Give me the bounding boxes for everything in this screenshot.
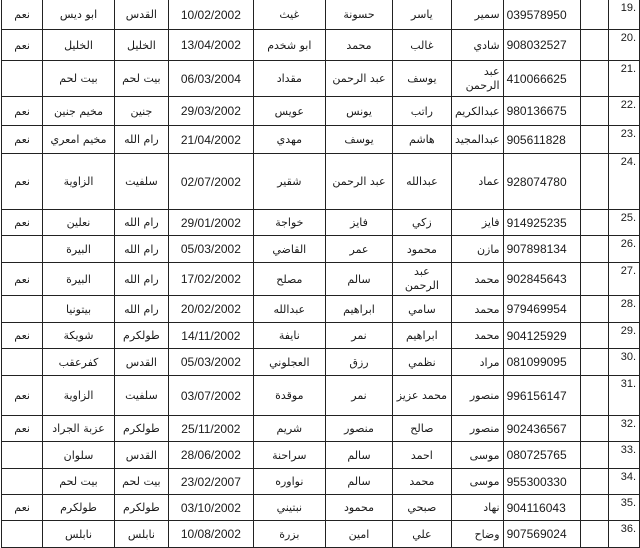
table-row: [2, 154, 640, 210]
cell-grandfather-name: سالم: [325, 469, 392, 495]
cell-confirmed: نعم: [2, 495, 43, 521]
cell-family-name: مهدي: [253, 126, 325, 154]
cell-confirmed: نعم: [2, 97, 43, 126]
cell-father-name: عبد الرحمن: [393, 263, 452, 296]
cell-blank: [581, 0, 608, 30]
cell-grandfather-name: عبد الرحمن: [325, 154, 392, 210]
cell-confirmed: نعم: [2, 323, 43, 349]
cell-confirmed: نعم: [2, 263, 43, 296]
cell-grandfather-name: محمود: [325, 495, 392, 521]
cell-governorate: رام الله: [114, 210, 168, 236]
table-row: [2, 236, 640, 263]
cell-locality: نعلين: [43, 210, 114, 236]
cell-first-name: سمير: [451, 0, 503, 30]
cell-grandfather-name: امين: [325, 521, 392, 548]
cell-id-number: 908032527: [503, 30, 581, 61]
cell-first-name: منصور: [451, 376, 503, 416]
cell-row-number: 19.: [608, 0, 639, 30]
cell-father-name: صبحي: [393, 495, 452, 521]
cell-governorate: طولكرم: [114, 323, 168, 349]
table-row: [2, 323, 640, 349]
cell-date: 21/04/2002: [169, 126, 254, 154]
cell-row-number: 26.: [608, 236, 639, 263]
cell-father-name: محمد: [393, 469, 452, 495]
table-row: [2, 416, 640, 442]
cell-family-name: نبتيني: [253, 495, 325, 521]
cell-confirmed: [2, 469, 43, 495]
cell-locality: مخيم امعري: [43, 126, 114, 154]
cell-confirmed: نعم: [2, 126, 43, 154]
cell-first-name: مراد: [451, 349, 503, 376]
cell-row-number: 29.: [608, 323, 639, 349]
cell-locality: شويكة: [43, 323, 114, 349]
cell-row-number: 32.: [608, 416, 639, 442]
cell-blank: [581, 495, 608, 521]
cell-father-name: ابراهيم: [393, 323, 452, 349]
cell-family-name: ابو شخدم: [253, 30, 325, 61]
cell-row-number: 34.: [608, 469, 639, 495]
cell-date: 03/07/2002: [169, 376, 254, 416]
cell-row-number: 24.: [608, 154, 639, 210]
martyrs-table: [1, 0, 640, 548]
cell-first-name: مازن: [451, 236, 503, 263]
cell-family-name: شقير: [253, 154, 325, 210]
cell-grandfather-name: ابراهيم: [325, 296, 392, 323]
cell-family-name: عويس: [253, 97, 325, 126]
cell-grandfather-name: عمر: [325, 236, 392, 263]
cell-row-number: 36.: [608, 521, 639, 548]
cell-grandfather-name: منصور: [325, 416, 392, 442]
cell-blank: [581, 263, 608, 296]
cell-id-number: 904125929: [503, 323, 581, 349]
cell-confirmed: [2, 61, 43, 97]
cell-blank: [581, 210, 608, 236]
cell-blank: [581, 296, 608, 323]
cell-grandfather-name: يوسف: [325, 126, 392, 154]
cell-locality: الخليل: [43, 30, 114, 61]
cell-row-number: 27.: [608, 263, 639, 296]
cell-blank: [581, 469, 608, 495]
cell-family-name: القاضي: [253, 236, 325, 263]
cell-governorate: القدس: [114, 0, 168, 30]
cell-family-name: سراحنة: [253, 442, 325, 469]
cell-locality: البيرة: [43, 236, 114, 263]
cell-date: 29/01/2002: [169, 210, 254, 236]
cell-date: 20/02/2002: [169, 296, 254, 323]
cell-first-name: عبد الرحمن: [451, 61, 503, 97]
cell-grandfather-name: يونس: [325, 97, 392, 126]
cell-date: 05/03/2002: [169, 236, 254, 263]
cell-family-name: العجلوني: [253, 349, 325, 376]
cell-id-number: 914925235: [503, 210, 581, 236]
cell-grandfather-name: رزق: [325, 349, 392, 376]
table-row: [2, 469, 640, 495]
cell-family-name: مصلح: [253, 263, 325, 296]
cell-row-number: 30.: [608, 349, 639, 376]
cell-governorate: سلفيت: [114, 154, 168, 210]
cell-date: 17/02/2002: [169, 263, 254, 296]
cell-confirmed: نعم: [2, 154, 43, 210]
cell-governorate: رام الله: [114, 263, 168, 296]
cell-locality: بيت لحم: [43, 61, 114, 97]
cell-father-name: هاشم: [393, 126, 452, 154]
cell-governorate: نابلس: [114, 521, 168, 548]
table-row: [2, 263, 640, 296]
cell-family-name: خواجة: [253, 210, 325, 236]
cell-locality: نابلس: [43, 521, 114, 548]
cell-grandfather-name: عبد الرحمن: [325, 61, 392, 97]
cell-locality: البيرة: [43, 263, 114, 296]
cell-confirmed: [2, 349, 43, 376]
cell-confirmed: نعم: [2, 210, 43, 236]
cell-father-name: محمود: [393, 236, 452, 263]
cell-family-name: عبدالله: [253, 296, 325, 323]
cell-governorate: رام الله: [114, 126, 168, 154]
cell-date: 23/02/2007: [169, 469, 254, 495]
cell-grandfather-name: حسونة: [325, 0, 392, 30]
cell-first-name: وضاح: [451, 521, 503, 548]
cell-first-name: عبدالمجيد: [451, 126, 503, 154]
cell-date: 10/02/2002: [169, 0, 254, 30]
table-row: [2, 0, 640, 30]
cell-father-name: راتب: [393, 97, 452, 126]
cell-father-name: سامي: [393, 296, 452, 323]
cell-first-name: محمد: [451, 296, 503, 323]
cell-id-number: 039578950: [503, 0, 581, 30]
cell-first-name: محمد: [451, 263, 503, 296]
table-row: [2, 495, 640, 521]
cell-grandfather-name: نمر: [325, 376, 392, 416]
cell-family-name: بزرة: [253, 521, 325, 548]
cell-father-name: يوسف: [393, 61, 452, 97]
cell-family-name: نايفة: [253, 323, 325, 349]
cell-blank: [581, 323, 608, 349]
cell-confirmed: نعم: [2, 0, 43, 30]
cell-confirmed: [2, 236, 43, 263]
cell-locality: عزبة الجراد: [43, 416, 114, 442]
cell-date: 13/04/2002: [169, 30, 254, 61]
cell-family-name: شريم: [253, 416, 325, 442]
cell-blank: [581, 521, 608, 548]
table-row: [2, 210, 640, 236]
cell-father-name: غالب: [393, 30, 452, 61]
cell-grandfather-name: سالم: [325, 442, 392, 469]
cell-blank: [581, 61, 608, 97]
cell-governorate: القدس: [114, 442, 168, 469]
cell-date: 10/08/2002: [169, 521, 254, 548]
table-row: [2, 442, 640, 469]
cell-date: 25/11/2002: [169, 416, 254, 442]
cell-confirmed: [2, 296, 43, 323]
cell-confirmed: نعم: [2, 376, 43, 416]
table-body: [2, 0, 640, 548]
cell-father-name: علي: [393, 521, 452, 548]
cell-father-name: نظمي: [393, 349, 452, 376]
cell-id-number: 907569024: [503, 521, 581, 548]
cell-id-number: 904116043: [503, 495, 581, 521]
table-row: [2, 61, 640, 97]
cell-id-number: 905611828: [503, 126, 581, 154]
cell-date: 28/06/2002: [169, 442, 254, 469]
cell-locality: بيتونيا: [43, 296, 114, 323]
cell-grandfather-name: سالم: [325, 263, 392, 296]
table-row: [2, 296, 640, 323]
cell-blank: [581, 416, 608, 442]
cell-governorate: طولكرم: [114, 416, 168, 442]
table-row: [2, 349, 640, 376]
cell-blank: [581, 236, 608, 263]
cell-row-number: 21.: [608, 61, 639, 97]
cell-id-number: 410066625: [503, 61, 581, 97]
cell-blank: [581, 376, 608, 416]
cell-first-name: محمد: [451, 323, 503, 349]
cell-locality: سلوان: [43, 442, 114, 469]
cell-grandfather-name: فايز: [325, 210, 392, 236]
cell-grandfather-name: محمد: [325, 30, 392, 61]
cell-father-name: احمد: [393, 442, 452, 469]
cell-first-name: موسى: [451, 442, 503, 469]
table-row: [2, 376, 640, 416]
cell-date: 02/07/2002: [169, 154, 254, 210]
cell-first-name: منصور: [451, 416, 503, 442]
cell-row-number: 28.: [608, 296, 639, 323]
cell-governorate: جنين: [114, 97, 168, 126]
cell-id-number: 955300330: [503, 469, 581, 495]
cell-first-name: عبدالكريم: [451, 97, 503, 126]
cell-governorate: القدس: [114, 349, 168, 376]
cell-blank: [581, 154, 608, 210]
cell-locality: بيت لحم: [43, 469, 114, 495]
cell-row-number: 25.: [608, 210, 639, 236]
cell-grandfather-name: نمر: [325, 323, 392, 349]
cell-date: 06/03/2004: [169, 61, 254, 97]
table-row: [2, 521, 640, 548]
cell-governorate: بيت لحم: [114, 469, 168, 495]
cell-id-number: 902436567: [503, 416, 581, 442]
cell-first-name: شادي: [451, 30, 503, 61]
cell-first-name: نهاد: [451, 495, 503, 521]
cell-father-name: عبدالله: [393, 154, 452, 210]
cell-id-number: 907898134: [503, 236, 581, 263]
cell-family-name: موقدة: [253, 376, 325, 416]
cell-blank: [581, 30, 608, 61]
cell-row-number: 35.: [608, 495, 639, 521]
cell-governorate: بيت لحم: [114, 61, 168, 97]
cell-family-name: غيث: [253, 0, 325, 30]
cell-confirmed: نعم: [2, 30, 43, 61]
cell-locality: مخيم جنين: [43, 97, 114, 126]
cell-confirmed: [2, 442, 43, 469]
cell-blank: [581, 97, 608, 126]
cell-id-number: 080725765: [503, 442, 581, 469]
cell-row-number: 23.: [608, 126, 639, 154]
cell-date: 03/10/2002: [169, 495, 254, 521]
cell-blank: [581, 126, 608, 154]
cell-row-number: 31.: [608, 376, 639, 416]
cell-blank: [581, 349, 608, 376]
cell-locality: كفرعقب: [43, 349, 114, 376]
cell-governorate: طولكرم: [114, 495, 168, 521]
cell-confirmed: نعم: [2, 416, 43, 442]
cell-row-number: 33.: [608, 442, 639, 469]
cell-father-name: زكي: [393, 210, 452, 236]
cell-id-number: 081099095: [503, 349, 581, 376]
cell-first-name: عماد: [451, 154, 503, 210]
table-row: [2, 126, 640, 154]
cell-family-name: مقداد: [253, 61, 325, 97]
cell-family-name: نواوره: [253, 469, 325, 495]
cell-locality: ابو ديس: [43, 0, 114, 30]
cell-row-number: 20.: [608, 30, 639, 61]
cell-locality: طولكرم: [43, 495, 114, 521]
cell-id-number: 980136675: [503, 97, 581, 126]
cell-governorate: رام الله: [114, 236, 168, 263]
cell-governorate: سلفيت: [114, 376, 168, 416]
cell-id-number: 902845643: [503, 263, 581, 296]
cell-row-number: 22.: [608, 97, 639, 126]
cell-father-name: ياسر: [393, 0, 452, 30]
cell-date: 14/11/2002: [169, 323, 254, 349]
cell-id-number: 996156147: [503, 376, 581, 416]
cell-father-name: صالح: [393, 416, 452, 442]
cell-first-name: موسى: [451, 469, 503, 495]
cell-id-number: 928074780: [503, 154, 581, 210]
cell-confirmed: [2, 521, 43, 548]
cell-locality: الزاوية: [43, 376, 114, 416]
cell-first-name: فايز: [451, 210, 503, 236]
cell-date: 05/03/2002: [169, 349, 254, 376]
table-row: [2, 97, 640, 126]
cell-governorate: رام الله: [114, 296, 168, 323]
table-row: [2, 30, 640, 61]
cell-blank: [581, 442, 608, 469]
cell-locality: الزاوية: [43, 154, 114, 210]
cell-governorate: الخليل: [114, 30, 168, 61]
cell-date: 29/03/2002: [169, 97, 254, 126]
cell-father-name: محمد عزيز: [393, 376, 452, 416]
cell-id-number: 979469954: [503, 296, 581, 323]
